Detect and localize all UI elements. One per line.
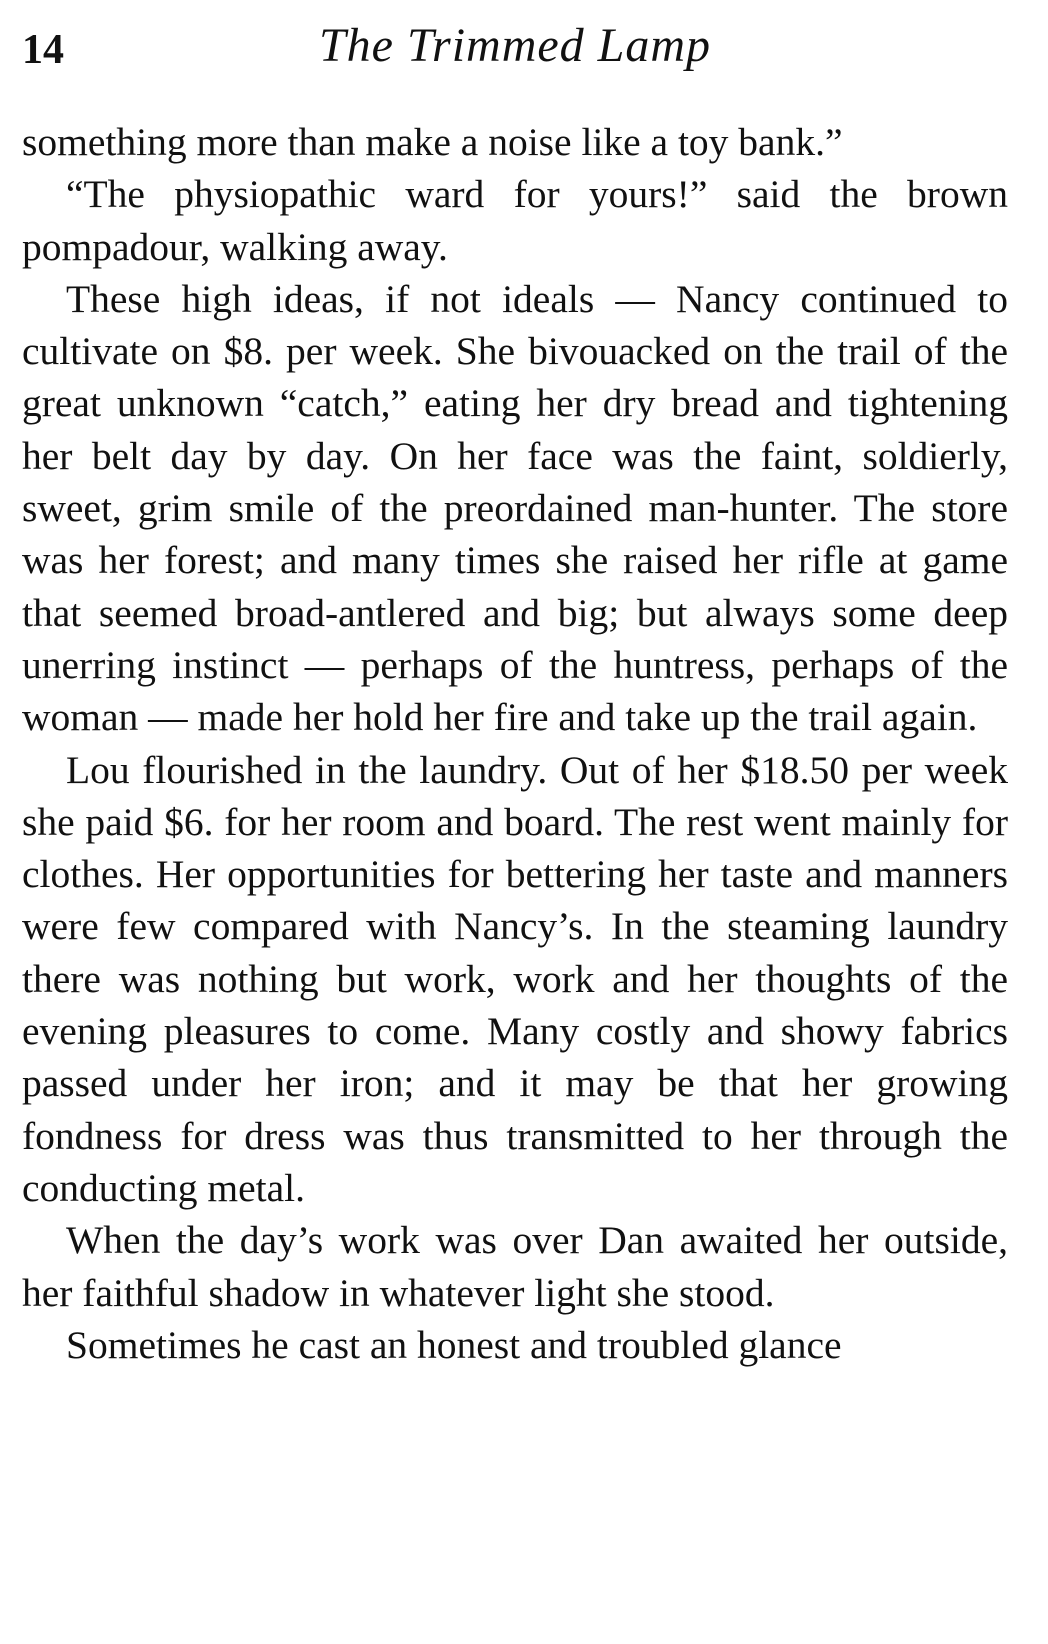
body-text [22,116,1008,1371]
paragraph: Sometimes he cast an honest and troubled glance [66,1322,842,1367]
page-header [22,18,1008,80]
page-number: 14 [22,27,64,73]
paragraph: “The physiopathic ward for yours!” said the brown pompadour, walking away. [22,172,1008,269]
running-title: The Trimmed Lamp [318,19,712,72]
paragraph: something more than make a noise like a toy bank.” [22,120,843,164]
paragraph: These high ideas, if not ideals — Nancy continued to cultivate on $8. per week. She bivouacked on the trail of the great unknown “catch,” eating her dry bread and tightening her belt day by day. On her face was the faint, soldierly, sweet, grim smile of the preordained man-hunter. The store was her forest; and many times she raised her rifle at game that seemed broad-antlered and big; but always some deep unerring instinct — perhaps of the huntress, perhaps of the woman — made her hold her fire and take up the trail again. [22,276,1008,740]
paragraph: When the day’s work was over Dan awaited her outside, her faithful shadow in whatever light she stood. [22,1218,1008,1315]
paragraph: Lou flourished in the laundry. Out of her $18.50 per week she paid $6. for her room and board. The rest went mainly for clothes. Her opportunities for bettering her taste and manners were few compared with Nancy’s. In the steaming laundry there was nothing but work, work and her thoughts of the evening pleasures to come. Many costly and showy fabrics passed under her iron; and it may be that her growing fondness for dress was thus transmitted to her through the conducting metal. [22,747,1008,1210]
